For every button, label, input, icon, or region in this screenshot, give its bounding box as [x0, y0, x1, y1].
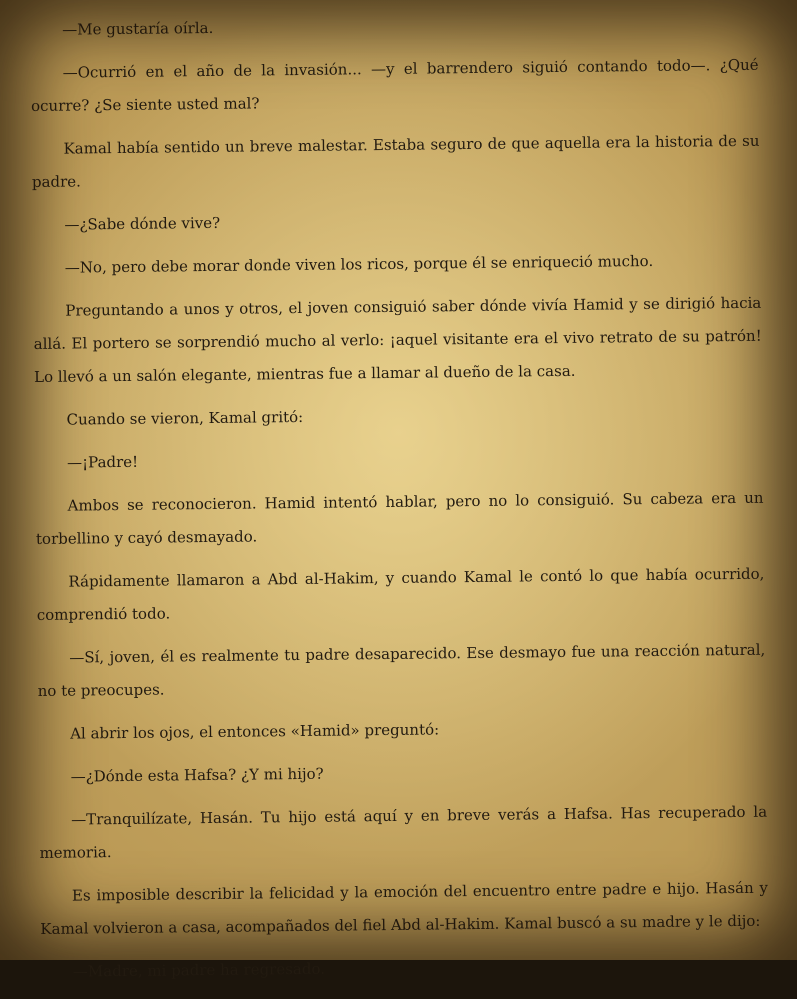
paragraph: Preguntando a unos y otros, el joven consiguió saber dónde vivía Hamid y se dirigió hacia allá. El portero se sorprendió mucho al verlo: ¡aquel visitante era el vivo retrato de su patrón! Lo llevó a un salón elegante, mientras fue a llamar al dueño de la casa.: [33, 293, 762, 386]
paragraph: —Me gustaría oírla.: [62, 18, 214, 39]
paragraph: Al abrir los ojos, el entonces «Hamid» preguntó:: [70, 720, 440, 743]
paragraph: Cuando se vieron, Kamal gritó:: [66, 407, 304, 429]
paragraph: —Tranquilízate, Hasán. Tu hijo está aquí y en breve verás a Hafsa. Has recuperado la memoria.: [39, 802, 768, 862]
paragraph: —¿Dónde esta Hafsa? ¿Y mi hijo?: [70, 764, 324, 786]
paragraph: —No, pero debe morar donde viven los ricos, porque él se enriqueció mucho.: [64, 251, 654, 277]
paragraph: —Sí, joven, él es realmente tu padre desaparecido. Ese desmayo fue una reacción natural, no te preocupes.: [37, 640, 766, 700]
paragraph: Rápidamente llamaron a Abd al-Hakim, y cuando Kamal le contó lo que había ocurrido, comprendió todo.: [36, 564, 765, 624]
paragraph: Es imposible describir la felicidad y la emoción del encuentro entre padre e hijo. Hasán y Kamal volvieron a casa, acompañados del fiel Abd al-Hakim. Kamal buscó a su madre y le dijo:: [40, 878, 769, 938]
paragraph: —¡Padre!: [66, 452, 139, 472]
page-text: [30, 6, 769, 999]
paragraph: —Ocurrió en el año de la invasión... —y el barrendero siguió contando todo—. ¿Qué ocurre? ¿Se siente usted mal?: [30, 55, 759, 115]
paragraph: Kamal había sentido un breve malestar. Estaba seguro de que aquella era la historia de su padre.: [31, 131, 760, 191]
paragraph: Ambos se reconocieron. Hamid intentó hablar, pero no lo consiguió. Su cabeza era un torbellino y cayó desmayado.: [35, 488, 764, 548]
paragraph: —¿Sabe dónde vive?: [64, 213, 221, 234]
paragraph: —Madre, mi padre ha regresado.: [72, 959, 326, 981]
